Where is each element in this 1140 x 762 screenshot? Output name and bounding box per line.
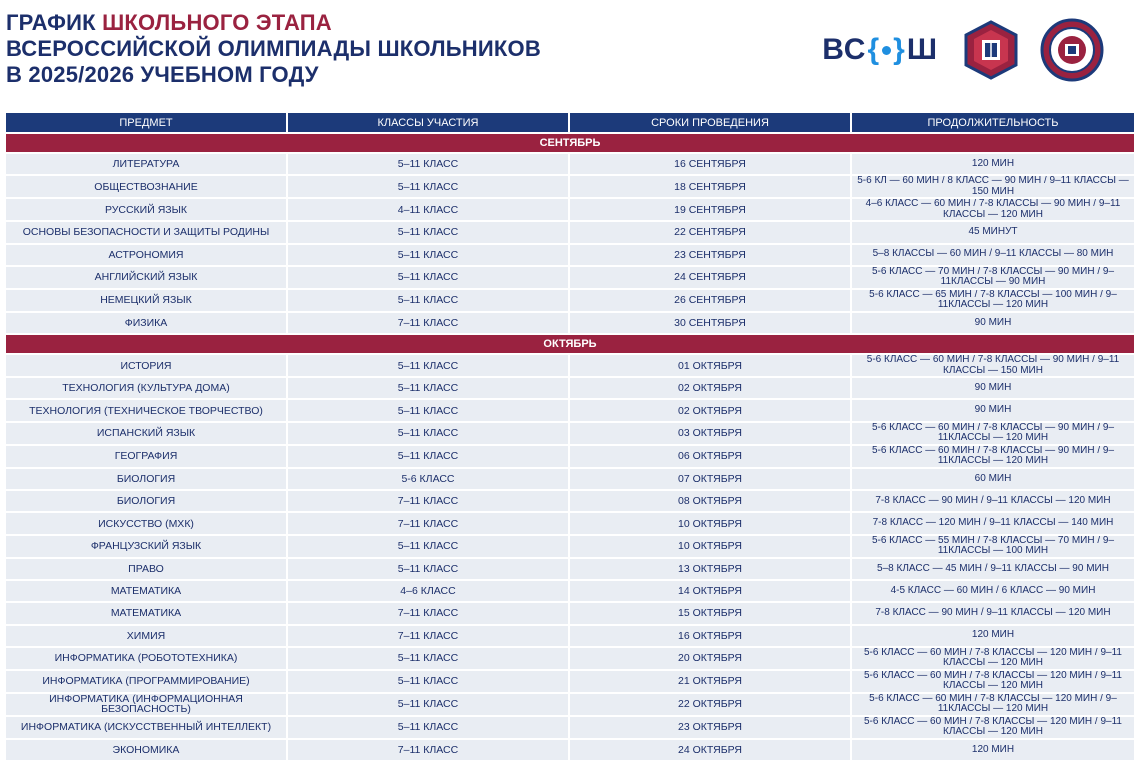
cell-date: 20 ОКТЯБРЯ	[570, 648, 850, 669]
cell-grades: 5–11 КЛАСС	[288, 446, 568, 467]
cell-grades: 5–11 КЛАСС	[288, 378, 568, 398]
cell-duration: 7-8 КЛАСС — 120 МИН / 9–11 КЛАССЫ — 140 МИН	[852, 513, 1134, 533]
cell-subject: АСТРОНОМИЯ	[6, 245, 286, 265]
cell-grades: 5–11 КЛАСС	[288, 154, 568, 174]
cell-duration: 90 МИН	[852, 400, 1134, 420]
cell-duration: 5-6 КЛАСС — 60 МИН / 7-8 КЛАССЫ — 90 МИН / 9–11 КЛАССЫ — 150 МИН	[852, 355, 1134, 376]
cell-date: 22 СЕНТЯБРЯ	[570, 222, 850, 242]
cell-subject: ИНФОРМАТИКА (ИСКУССТВЕННЫЙ ИНТЕЛЛЕКТ)	[6, 717, 286, 738]
table-row	[6, 313, 1134, 333]
cell-duration: 90 МИН	[852, 378, 1134, 398]
cell-subject: ОСНОВЫ БЕЗОПАСНОСТИ И ЗАЩИТЫ РОДИНЫ	[6, 222, 286, 242]
braces-icon: {	[867, 33, 881, 66]
cell-duration: 60 МИН	[852, 469, 1134, 489]
cell-grades: 7–11 КЛАСС	[288, 626, 568, 646]
cell-date: 08 ОКТЯБРЯ	[570, 491, 850, 511]
cell-date: 24 СЕНТЯБРЯ	[570, 267, 850, 288]
cell-date: 06 ОКТЯБРЯ	[570, 446, 850, 467]
cell-date: 22 ОКТЯБРЯ	[570, 694, 850, 715]
table-row	[6, 154, 1134, 174]
cell-date: 10 ОКТЯБРЯ	[570, 536, 850, 557]
cell-duration: 45 МИНУТ	[852, 222, 1134, 242]
logos	[822, 18, 1104, 82]
cell-date: 23 ОКТЯБРЯ	[570, 717, 850, 738]
schedule-table	[4, 111, 1136, 762]
month-row	[6, 335, 1134, 353]
table-row	[6, 378, 1134, 398]
cell-subject: БИОЛОГИЯ	[6, 491, 286, 511]
table-row	[6, 626, 1134, 646]
table-row	[6, 469, 1134, 489]
cell-date: 18 СЕНТЯБРЯ	[570, 176, 850, 197]
cell-subject: ИНФОРМАТИКА (ИНФОРМАЦИОННАЯ БЕЗОПАСНОСТЬ)	[6, 694, 286, 715]
cell-subject: ГЕОГРАФИЯ	[6, 446, 286, 467]
cell-grades: 5–11 КЛАСС	[288, 267, 568, 288]
cell-grades: 5–11 КЛАСС	[288, 559, 568, 579]
cell-subject: ЛИТЕРАТУРА	[6, 154, 286, 174]
table-row	[6, 603, 1134, 623]
cell-grades: 5–11 КЛАСС	[288, 671, 568, 692]
title-line-1	[6, 10, 541, 36]
cell-duration: 5-6 КЛАСС — 55 МИН / 7-8 КЛАССЫ — 70 МИН / 9–11КЛАССЫ — 100 МИН	[852, 536, 1134, 557]
cell-grades: 5–11 КЛАСС	[288, 176, 568, 197]
table-row	[6, 581, 1134, 601]
table-header-row	[6, 113, 1134, 132]
table-row	[6, 740, 1134, 760]
table-row	[6, 199, 1134, 220]
cell-duration: 4-5 КЛАСС — 60 МИН / 6 КЛАСС — 90 МИН	[852, 581, 1134, 601]
table-row	[6, 694, 1134, 715]
month-label: ОКТЯБРЬ	[6, 335, 1134, 353]
cell-subject: ОБЩЕСТВОЗНАНИЕ	[6, 176, 286, 197]
cell-date: 16 СЕНТЯБРЯ	[570, 154, 850, 174]
table-row	[6, 717, 1134, 738]
cell-subject: ТЕХНОЛОГИЯ (КУЛЬТУРА ДОМА)	[6, 378, 286, 398]
table-row	[6, 491, 1134, 511]
table-row	[6, 513, 1134, 533]
cell-date: 24 ОКТЯБРЯ	[570, 740, 850, 760]
cell-date: 03 ОКТЯБРЯ	[570, 423, 850, 444]
cell-subject: ИНФОРМАТИКА (ПРОГРАММИРОВАНИЕ)	[6, 671, 286, 692]
table-row	[6, 648, 1134, 669]
cell-date: 26 СЕНТЯБРЯ	[570, 290, 850, 311]
cell-grades: 5–11 КЛАСС	[288, 222, 568, 242]
vsosh-logo-right: Ш	[906, 33, 938, 66]
cell-subject: ФИЗИКА	[6, 313, 286, 333]
cell-grades: 7–11 КЛАСС	[288, 313, 568, 333]
cell-date: 15 ОКТЯБРЯ	[570, 603, 850, 623]
cell-duration: 90 МИН	[852, 313, 1134, 333]
cell-subject: НЕМЕЦКИЙ ЯЗЫК	[6, 290, 286, 311]
table-row	[6, 176, 1134, 197]
header-duration: ПРОДОЛЖИТЕЛЬНОСТЬ	[852, 113, 1134, 132]
cell-grades: 5–11 КЛАСС	[288, 717, 568, 738]
cell-duration: 5-6 КЛАСС — 60 МИН / 7-8 КЛАССЫ — 120 МИН / 9–11КЛАССЫ — 120 МИН	[852, 694, 1134, 715]
cell-grades: 5–11 КЛАСС	[288, 536, 568, 557]
cell-subject: ИСПАНСКИЙ ЯЗЫК	[6, 423, 286, 444]
title-prefix: ГРАФИК	[6, 10, 103, 35]
page-header	[6, 10, 541, 88]
seal-emblem-icon	[1040, 18, 1104, 82]
cell-duration: 5-6 КЛАСС — 65 МИН / 7-8 КЛАССЫ — 100 МИН / 9–11КЛАССЫ — 120 МИН	[852, 290, 1134, 311]
cell-duration: 5-6 КЛАСС — 60 МИН / 7-8 КЛАССЫ — 120 МИН / 9–11 КЛАССЫ — 120 МИН	[852, 671, 1134, 692]
cell-duration: 120 МИН	[852, 740, 1134, 760]
cell-duration: 7-8 КЛАСС — 90 МИН / 9–11 КЛАССЫ — 120 МИН	[852, 491, 1134, 511]
table-body	[6, 134, 1134, 760]
table-row	[6, 222, 1134, 242]
header-grades: КЛАССЫ УЧАСТИЯ	[288, 113, 568, 132]
cell-grades: 7–11 КЛАСС	[288, 603, 568, 623]
cell-date: 01 ОКТЯБРЯ	[570, 355, 850, 376]
cell-grades: 7–11 КЛАСС	[288, 740, 568, 760]
table-row	[6, 267, 1134, 288]
cell-grades: 5–11 КЛАСС	[288, 648, 568, 669]
ministry-emblem-icon	[964, 20, 1018, 80]
cell-grades: 5–11 КЛАСС	[288, 245, 568, 265]
cell-grades: 5–11 КЛАСС	[288, 290, 568, 311]
cell-date: 14 ОКТЯБРЯ	[570, 581, 850, 601]
cell-grades: 5–11 КЛАСС	[288, 400, 568, 420]
cell-grades: 5–11 КЛАСС	[288, 423, 568, 444]
table-row	[6, 536, 1134, 557]
cell-duration: 5-6 КЛАСС — 60 МИН / 7-8 КЛАССЫ — 120 МИН / 9–11 КЛАССЫ — 120 МИН	[852, 648, 1134, 669]
title-line-3: В 2025/2026 УЧЕБНОМ ГОДУ	[6, 62, 319, 87]
cell-date: 10 ОКТЯБРЯ	[570, 513, 850, 533]
cell-subject: ИСКУССТВО (МХК)	[6, 513, 286, 533]
cell-duration: 120 МИН	[852, 154, 1134, 174]
table-row	[6, 290, 1134, 311]
cell-grades: 7–11 КЛАСС	[288, 513, 568, 533]
cell-subject: ИНФОРМАТИКА (РОБОТОТЕХНИКА)	[6, 648, 286, 669]
braces-close-icon: }	[893, 33, 906, 66]
table-row	[6, 423, 1134, 444]
table-row	[6, 400, 1134, 420]
cell-grades: 4–6 КЛАСС	[288, 581, 568, 601]
cell-subject: МАТЕМАТИКА	[6, 581, 286, 601]
cell-date: 07 ОКТЯБРЯ	[570, 469, 850, 489]
cell-date: 16 ОКТЯБРЯ	[570, 626, 850, 646]
cell-duration: 5-6 КЛАСС — 60 МИН / 7-8 КЛАССЫ — 120 МИН / 9–11 КЛАССЫ — 120 МИН	[852, 717, 1134, 738]
title-line-2: ВСЕРОССИЙСКОЙ ОЛИМПИАДЫ ШКОЛЬНИКОВ	[6, 36, 541, 61]
table-row	[6, 355, 1134, 376]
table-row	[6, 559, 1134, 579]
cell-subject: ФРАНЦУЗСКИЙ ЯЗЫК	[6, 536, 286, 557]
dot-icon	[882, 46, 891, 55]
cell-date: 02 ОКТЯБРЯ	[570, 378, 850, 398]
cell-date: 21 ОКТЯБРЯ	[570, 671, 850, 692]
cell-date: 30 СЕНТЯБРЯ	[570, 313, 850, 333]
table-row	[6, 245, 1134, 265]
month-label: СЕНТЯБРЬ	[6, 134, 1134, 152]
header-dates: СРОКИ ПРОВЕДЕНИЯ	[570, 113, 850, 132]
cell-duration: 5-6 КЛАСС — 60 МИН / 7-8 КЛАССЫ — 90 МИН / 9–11КЛАССЫ — 120 МИН	[852, 423, 1134, 444]
cell-grades: 5–11 КЛАСС	[288, 694, 568, 715]
cell-duration: 5–8 КЛАСС — 45 МИН / 9–11 КЛАССЫ — 90 МИН	[852, 559, 1134, 579]
cell-subject: ХИМИЯ	[6, 626, 286, 646]
table-row	[6, 446, 1134, 467]
cell-duration: 4–6 КЛАСС — 60 МИН / 7-8 КЛАССЫ — 90 МИН / 9–11 КЛАССЫ — 120 МИН	[852, 199, 1134, 220]
cell-subject: БИОЛОГИЯ	[6, 469, 286, 489]
cell-duration: 7-8 КЛАСС — 90 МИН / 9–11 КЛАССЫ — 120 МИН	[852, 603, 1134, 623]
cell-duration: 5-6 КЛ — 60 МИН / 8 КЛАСС — 90 МИН / 9–11 КЛАССЫ — 150 МИН	[852, 176, 1134, 197]
cell-date: 13 ОКТЯБРЯ	[570, 559, 850, 579]
cell-subject: ТЕХНОЛОГИЯ (ТЕХНИЧЕСКОЕ ТВОРЧЕСТВО)	[6, 400, 286, 420]
cell-subject: АНГЛИЙСКИЙ ЯЗЫК	[6, 267, 286, 288]
cell-subject: МАТЕМАТИКА	[6, 603, 286, 623]
cell-grades: 5–11 КЛАСС	[288, 355, 568, 376]
cell-grades: 4–11 КЛАСС	[288, 199, 568, 220]
header-subject: ПРЕДМЕТ	[6, 113, 286, 132]
cell-duration: 5-6 КЛАСС — 70 МИН / 7-8 КЛАССЫ — 90 МИН / 9–11КЛАССЫ — 90 МИН	[852, 267, 1134, 288]
cell-date: 23 СЕНТЯБРЯ	[570, 245, 850, 265]
cell-grades: 7–11 КЛАСС	[288, 491, 568, 511]
table-row	[6, 671, 1134, 692]
cell-date: 19 СЕНТЯБРЯ	[570, 199, 850, 220]
cell-subject: РУССКИЙ ЯЗЫК	[6, 199, 286, 220]
cell-duration: 5–8 КЛАССЫ — 60 МИН / 9–11 КЛАССЫ — 80 МИН	[852, 245, 1134, 265]
cell-date: 02 ОКТЯБРЯ	[570, 400, 850, 420]
vsosh-logo	[822, 30, 938, 70]
cell-duration: 120 МИН	[852, 626, 1134, 646]
cell-subject: ИСТОРИЯ	[6, 355, 286, 376]
title-accent: ШКОЛЬНОГО ЭТАПА	[102, 10, 332, 35]
cell-subject: ПРАВО	[6, 559, 286, 579]
cell-grades: 5-6 КЛАСС	[288, 469, 568, 489]
cell-duration: 5-6 КЛАСС — 60 МИН / 7-8 КЛАССЫ — 90 МИН / 9–11КЛАССЫ — 120 МИН	[852, 446, 1134, 467]
cell-subject: ЭКОНОМИКА	[6, 740, 286, 760]
month-row	[6, 134, 1134, 152]
vsosh-logo-left: ВС	[822, 33, 867, 66]
